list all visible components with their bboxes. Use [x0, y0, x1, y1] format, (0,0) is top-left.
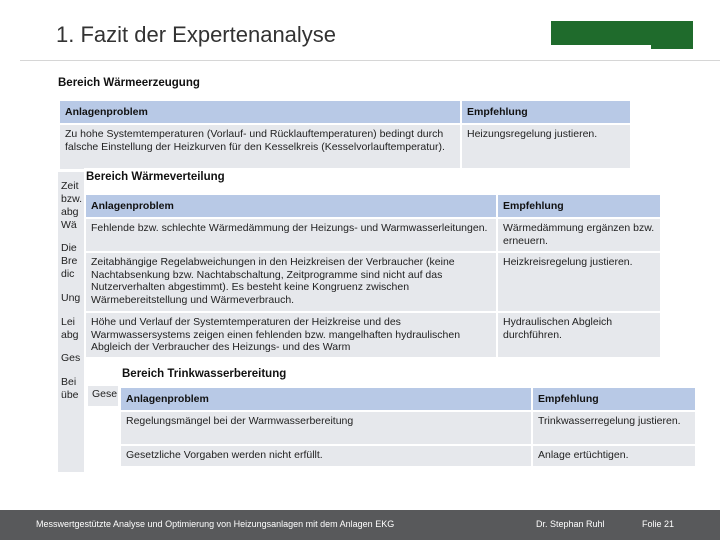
covered-row-stub: Bei — [61, 376, 77, 388]
covered-row-stub: Die — [61, 242, 77, 254]
slide-number: Folie 21 — [642, 519, 675, 529]
recommendation-cell: Heizungsregelung justieren. — [462, 125, 630, 169]
problem-cell: Höhe und Verlauf der Systemtemperaturen der Heizkreise und des Warmwassersystems zeigen einen fehlenden bzw. mangelhaften hydraulischen Abgleich der Verbraucher des Heizungs- und des Warm — [86, 313, 496, 357]
table-row — [86, 219, 660, 251]
column-header-recommendation: Empfehlung — [498, 195, 660, 217]
panel-title: Bereich Trinkwasserbereitung — [122, 368, 287, 380]
problem-cell: Zeitabhängige Regelabweichungen in den Heizkreisen der Verbraucher (keine Nachtabsenkung bzw. Nachtabschaltung, Zeitprogramme sind nicht auf das Nutzerverhalten abgestimmt). Es besteht keine Kongruenz zwischen Wärmebereitstellung und Wärmeverbrauch. — [86, 253, 496, 311]
covered-row-stub: übe — [61, 389, 79, 401]
slide-footer — [0, 510, 720, 540]
covered-row-stub: Gese — [88, 386, 118, 406]
covered-row-stub: Ges — [61, 352, 81, 364]
panel-waermeverteilung — [84, 168, 662, 365]
covered-row-stub: abg — [61, 206, 79, 218]
problem-cell: Zu hohe Systemtemperaturen (Vorlauf- und Rücklauftemperaturen) bedingt durch falsche Einstellung der Heizkurven für den Kesselkreis (Kesselvorlauftemperatur). — [60, 125, 460, 169]
panel-title: Bereich Wärmeerzeugung — [58, 77, 200, 89]
problem-cell: Regelungsmängel bei der Warmwasserbereitung — [121, 412, 531, 444]
problem-table — [84, 193, 662, 359]
covered-row-stub: Bre — [61, 255, 78, 267]
column-header-problem: Anlagenproblem — [86, 195, 496, 217]
brand-logo — [551, 21, 693, 45]
problem-table — [58, 99, 632, 171]
footer-author: Dr. Stephan Ruhl — [536, 519, 605, 529]
problem-cell: Gesetzliche Vorgaben werden nicht erfüllt. — [121, 446, 531, 466]
column-header-problem: Anlagenproblem — [121, 388, 531, 410]
recommendation-cell: Heizkreisregelung justieren. — [498, 253, 660, 311]
table-row — [121, 446, 695, 466]
slide-title: 1. Fazit der Expertenanalyse — [56, 22, 337, 47]
table-row — [86, 313, 660, 357]
recommendation-cell: Anlage ertüchtigen. — [533, 446, 695, 466]
problem-cell: Fehlende bzw. schlechte Wärmedämmung der Heizungs- und Warmwasserleitungen. — [86, 219, 496, 251]
title-divider — [20, 60, 720, 61]
problem-table — [119, 386, 697, 468]
panel-trinkwasserbereitung — [119, 366, 697, 478]
table-row — [60, 125, 630, 169]
covered-row-stub: bzw. — [61, 193, 83, 205]
covered-row-stub: Ung — [61, 292, 81, 304]
covered-row-stub: Zeit — [61, 180, 79, 192]
column-header-recommendation: Empfehlung — [533, 388, 695, 410]
brand-logo-accent — [651, 45, 693, 49]
recommendation-cell: Hydraulischen Abgleich durchführen. — [498, 313, 660, 357]
recommendation-cell: Wärmedämmung ergänzen bzw. erneuern. — [498, 219, 660, 251]
recommendation-cell: Trinkwasserregelung justieren. — [533, 412, 695, 444]
covered-row-stub: Lei — [61, 316, 76, 328]
table-row — [86, 253, 660, 311]
covered-row-stub: abg — [61, 329, 79, 341]
column-header-recommendation: Empfehlung — [462, 101, 630, 123]
table-row — [121, 412, 695, 444]
covered-row-stub: Wä — [61, 219, 77, 231]
covered-row-stub: dic — [61, 268, 75, 280]
column-header-problem: Anlagenproblem — [60, 101, 460, 123]
panel-title: Bereich Wärmeverteilung — [86, 171, 225, 183]
footer-text: Messwertgestützte Analyse und Optimierung von Heizungsanlagen mit dem Anlagen EKG — [36, 519, 395, 529]
